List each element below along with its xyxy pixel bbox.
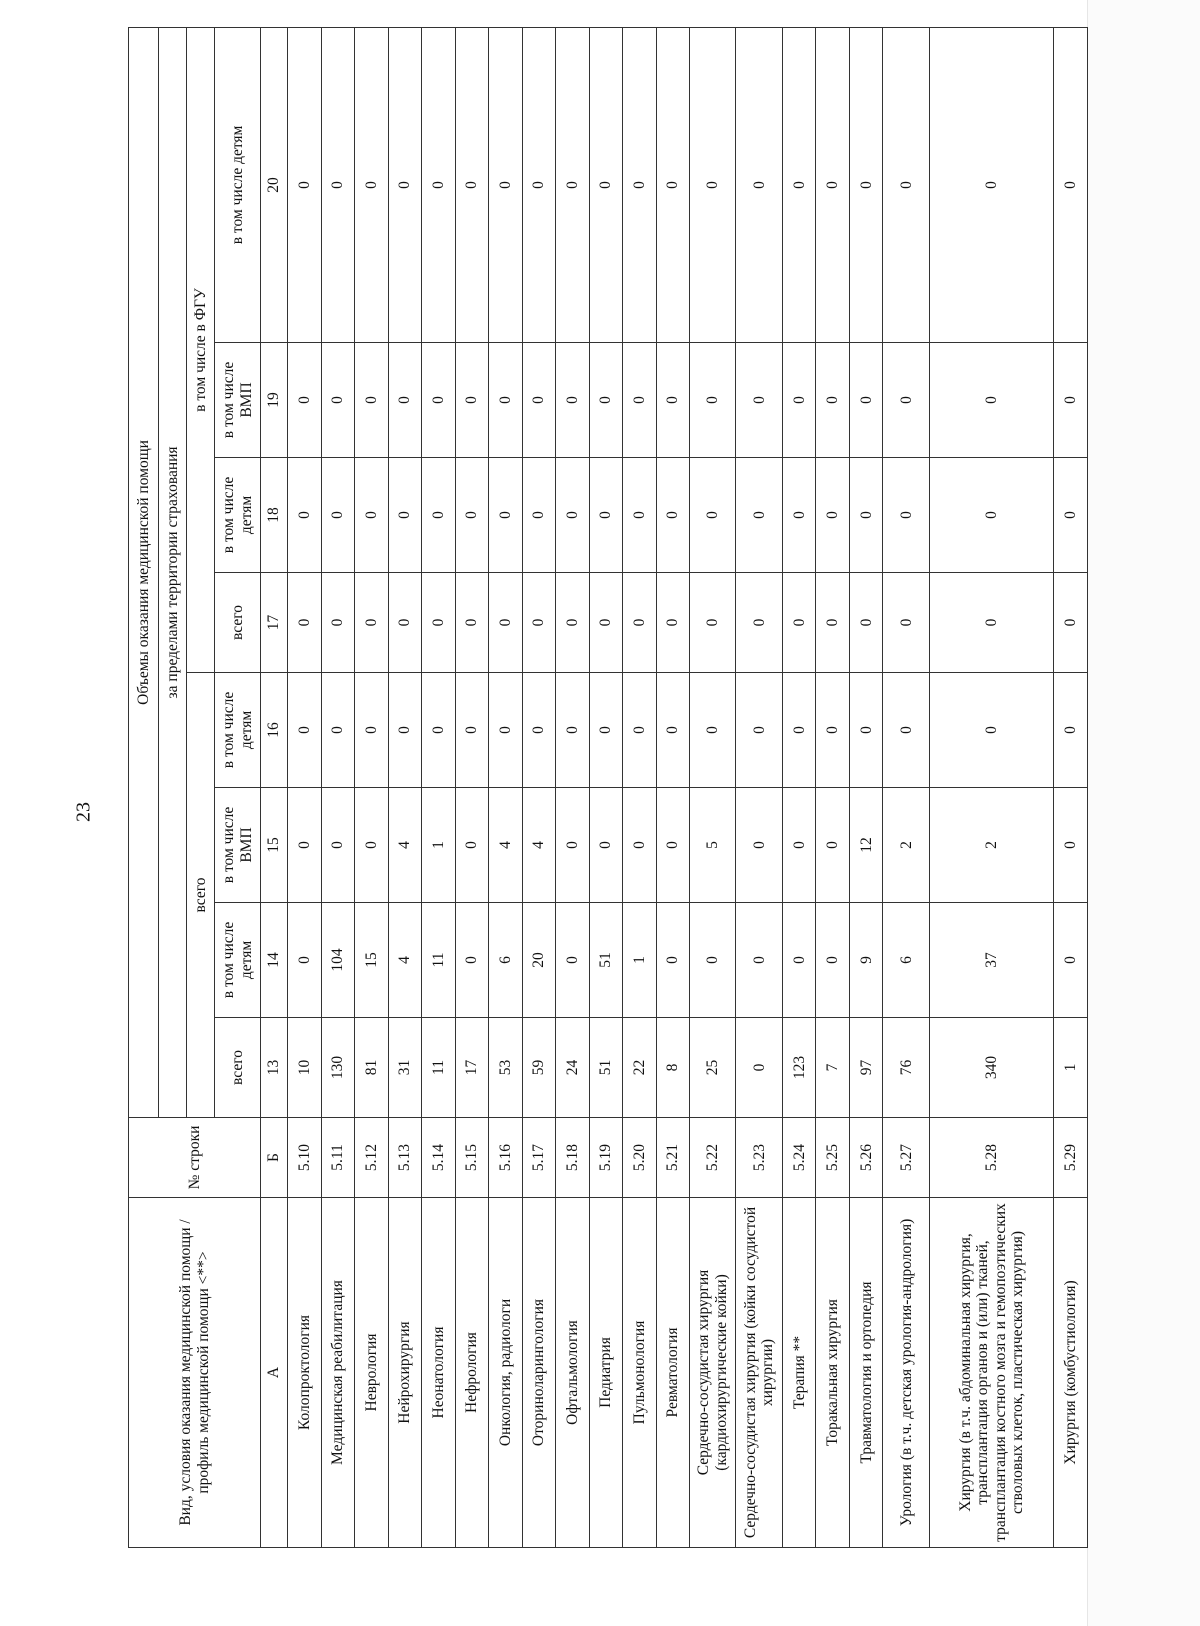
row-name: Оториноларингология [522, 1198, 556, 1548]
row-code: 5.28 [929, 1118, 1053, 1198]
cell-value: 0 [929, 27, 1053, 342]
cell-value: 0 [556, 903, 590, 1018]
row-name: Терапия ** [782, 1198, 816, 1548]
cell-value: 0 [782, 788, 816, 903]
cell-value: 0 [589, 673, 623, 788]
row-code: 5.15 [455, 1118, 489, 1198]
cell-value: 0 [1054, 573, 1088, 673]
cell-value: 53 [489, 1018, 523, 1118]
cell-value: 0 [816, 343, 850, 458]
cell-value: 0 [782, 673, 816, 788]
cell-value: 0 [321, 458, 355, 573]
cell-value: 0 [522, 673, 556, 788]
row-code: 5.22 [690, 1118, 736, 1198]
cell-value: 0 [288, 673, 322, 788]
row-name: Травматология и ортопедия [849, 1198, 883, 1548]
cell-value: 0 [355, 343, 389, 458]
column-index: 19 [261, 343, 288, 458]
cell-value: 0 [849, 458, 883, 573]
column-index-row [261, 27, 288, 1547]
cell-value: 0 [556, 343, 590, 458]
cell-value: 0 [388, 673, 422, 788]
cell-value: 0 [288, 343, 322, 458]
cell-value: 0 [929, 673, 1053, 788]
cell-value: 0 [883, 673, 929, 788]
cell-value: 4 [489, 788, 523, 903]
header-col-b: № строки [129, 1118, 261, 1198]
row-name: Пульмонология [623, 1198, 657, 1548]
cell-value: 0 [656, 573, 690, 673]
cell-value: 0 [623, 458, 657, 573]
column-index: Б [261, 1118, 288, 1198]
table-row [656, 27, 690, 1547]
cell-value: 0 [849, 673, 883, 788]
cell-value: 0 [816, 788, 850, 903]
column-index: 14 [261, 903, 288, 1018]
cell-value: 0 [288, 458, 322, 573]
row-name: Неонатология [422, 1198, 456, 1548]
cell-value: 0 [355, 27, 389, 342]
row-code: 5.26 [849, 1118, 883, 1198]
cell-value: 0 [816, 573, 850, 673]
row-code: 5.29 [1054, 1118, 1088, 1198]
cell-value: 0 [489, 343, 523, 458]
table-row [883, 27, 929, 1547]
cell-value: 0 [455, 573, 489, 673]
cell-value: 0 [816, 458, 850, 573]
cell-value: 17 [455, 1018, 489, 1118]
cell-value: 51 [589, 903, 623, 1018]
cell-value: 11 [422, 1018, 456, 1118]
cell-value: 0 [849, 343, 883, 458]
cell-value: 340 [929, 1018, 1053, 1118]
cell-value: 0 [690, 673, 736, 788]
cell-value: 0 [455, 788, 489, 903]
cell-value: 0 [388, 458, 422, 573]
cell-value: 0 [929, 343, 1053, 458]
cell-value: 76 [883, 1018, 929, 1118]
column-index: 18 [261, 458, 288, 573]
cell-value: 0 [489, 27, 523, 342]
row-name: Колопроктология [288, 1198, 322, 1548]
cell-value: 0 [782, 343, 816, 458]
cell-value: 0 [355, 573, 389, 673]
cell-value: 7 [816, 1018, 850, 1118]
cell-value: 0 [455, 458, 489, 573]
cell-value: 51 [589, 1018, 623, 1118]
cell-value: 0 [1054, 788, 1088, 903]
cell-value: 0 [656, 903, 690, 1018]
cell-value: 0 [589, 573, 623, 673]
cell-value: 0 [690, 573, 736, 673]
header-total: всего [215, 1018, 261, 1118]
cell-value: 6 [883, 903, 929, 1018]
header-vmp: в том числе ВМП [215, 788, 261, 903]
row-name: Нефрология [455, 1198, 489, 1548]
cell-value: 0 [321, 573, 355, 673]
table-row [1054, 27, 1088, 1547]
header-vsego-group: всего [187, 673, 215, 1118]
cell-value: 12 [849, 788, 883, 903]
cell-value: 0 [656, 27, 690, 342]
header-total: всего [215, 573, 261, 673]
cell-value: 0 [736, 673, 782, 788]
cell-value: 0 [321, 343, 355, 458]
cell-value: 0 [929, 573, 1053, 673]
cell-value: 25 [690, 1018, 736, 1118]
cell-value: 81 [355, 1018, 389, 1118]
row-name: Офтальмология [556, 1198, 590, 1548]
cell-value: 0 [589, 343, 623, 458]
table-row [489, 27, 523, 1547]
cell-value: 15 [355, 903, 389, 1018]
table-row [455, 27, 489, 1547]
cell-value: 0 [656, 673, 690, 788]
header-children: в том числе детям [215, 458, 261, 573]
cell-value: 0 [623, 27, 657, 342]
cell-value: 0 [288, 788, 322, 903]
cell-value: 0 [455, 903, 489, 1018]
column-index: 13 [261, 1018, 288, 1118]
medical-volume-table [128, 27, 1088, 1548]
cell-value: 0 [690, 458, 736, 573]
cell-value: 0 [656, 788, 690, 903]
cell-value: 0 [388, 573, 422, 673]
cell-value: 0 [355, 788, 389, 903]
table-row [816, 27, 850, 1547]
row-name: Педиатрия [589, 1198, 623, 1548]
cell-value: 0 [736, 458, 782, 573]
cell-value: 0 [782, 903, 816, 1018]
cell-value: 24 [556, 1018, 590, 1118]
cell-value: 0 [422, 27, 456, 342]
table-row [321, 27, 355, 1547]
row-name: Медицинская реабилитация [321, 1198, 355, 1548]
row-name: Ревматология [656, 1198, 690, 1548]
cell-value: 0 [929, 458, 1053, 573]
header-fgu-group: в том числе в ФГУ [187, 27, 215, 672]
cell-value: 1 [422, 788, 456, 903]
cell-value: 130 [321, 1018, 355, 1118]
cell-value: 0 [883, 27, 929, 342]
cell-value: 0 [522, 27, 556, 342]
cell-value: 0 [1054, 458, 1088, 573]
cell-value: 0 [623, 343, 657, 458]
cell-value: 0 [690, 27, 736, 342]
table-row [388, 27, 422, 1547]
table-row [782, 27, 816, 1547]
table-row [355, 27, 389, 1547]
page-margin-strip [1087, 0, 1200, 1626]
column-index: А [261, 1198, 288, 1548]
row-code: 5.19 [589, 1118, 623, 1198]
cell-value: 0 [489, 673, 523, 788]
cell-value: 0 [388, 343, 422, 458]
cell-value: 0 [321, 788, 355, 903]
cell-value: 0 [422, 458, 456, 573]
cell-value: 0 [816, 673, 850, 788]
cell-value: 0 [522, 573, 556, 673]
row-name: Сердечно-сосудистая хирургия (койки сосудистой хирургии) [736, 1198, 782, 1548]
cell-value: 0 [883, 458, 929, 573]
row-name: Хирургия (в т.ч. абдоминальная хирургия, трансплантация органов и (или) тканей, трансплантация костного мозга и гемопоэтических стволовых клеток, пластическая хирургия) [929, 1198, 1053, 1548]
cell-value: 0 [623, 788, 657, 903]
table-row [929, 27, 1053, 1547]
cell-value: 0 [422, 343, 456, 458]
row-code: 5.27 [883, 1118, 929, 1198]
cell-value: 0 [522, 343, 556, 458]
table-row [623, 27, 657, 1547]
row-name: Неврология [355, 1198, 389, 1548]
cell-value: 0 [422, 673, 456, 788]
table-row [736, 27, 782, 1547]
row-name: Нейрохирургия [388, 1198, 422, 1548]
cell-value: 0 [736, 27, 782, 342]
row-code: 5.11 [321, 1118, 355, 1198]
page-number: 23 [72, 802, 95, 822]
row-code: 5.18 [556, 1118, 590, 1198]
cell-value: 0 [690, 343, 736, 458]
cell-value: 4 [388, 903, 422, 1018]
cell-value: 0 [489, 573, 523, 673]
table-row [522, 27, 556, 1547]
column-index: 16 [261, 673, 288, 788]
cell-value: 0 [656, 458, 690, 573]
cell-value: 2 [883, 788, 929, 903]
cell-value: 0 [736, 343, 782, 458]
table-row [690, 27, 736, 1547]
cell-value: 1 [623, 903, 657, 1018]
cell-value: 1 [1054, 1018, 1088, 1118]
cell-value: 0 [883, 573, 929, 673]
cell-value: 0 [849, 573, 883, 673]
cell-value: 0 [355, 673, 389, 788]
rotated-table-wrapper [128, 28, 1088, 1548]
row-name: Сердечно-сосудистая хирургия (кардиохирургические койки) [690, 1198, 736, 1548]
cell-value: 6 [489, 903, 523, 1018]
cell-value: 59 [522, 1018, 556, 1118]
cell-value: 0 [623, 673, 657, 788]
cell-value: 0 [690, 903, 736, 1018]
cell-value: 97 [849, 1018, 883, 1118]
row-code: 5.16 [489, 1118, 523, 1198]
cell-value: 104 [321, 903, 355, 1018]
cell-value: 0 [782, 27, 816, 342]
cell-value: 0 [288, 573, 322, 673]
cell-value: 0 [455, 27, 489, 342]
cell-value: 0 [736, 573, 782, 673]
header-vmp: в том числе ВМП [215, 343, 261, 458]
cell-value: 0 [556, 458, 590, 573]
cell-value: 0 [816, 903, 850, 1018]
table-row [556, 27, 590, 1547]
cell-value: 9 [849, 903, 883, 1018]
cell-value: 0 [1054, 903, 1088, 1018]
row-code: 5.21 [656, 1118, 690, 1198]
cell-value: 0 [455, 343, 489, 458]
cell-value: 0 [288, 27, 322, 342]
cell-value: 0 [589, 788, 623, 903]
cell-value: 0 [489, 458, 523, 573]
cell-value: 4 [522, 788, 556, 903]
row-code: 5.23 [736, 1118, 782, 1198]
header-sub-group: за пределами территории страхования [159, 27, 187, 1117]
cell-value: 0 [288, 903, 322, 1018]
row-code: 5.12 [355, 1118, 389, 1198]
cell-value: 0 [556, 27, 590, 342]
header-group-title: Объемы оказания медицинской помощи [129, 27, 159, 1117]
column-index: 20 [261, 27, 288, 342]
row-code: 5.20 [623, 1118, 657, 1198]
cell-value: 0 [656, 343, 690, 458]
cell-value: 0 [321, 673, 355, 788]
row-code: 5.14 [422, 1118, 456, 1198]
table-body [288, 27, 1088, 1547]
cell-value: 10 [288, 1018, 322, 1118]
cell-value: 0 [816, 27, 850, 342]
table-row [422, 27, 456, 1547]
cell-value: 4 [388, 788, 422, 903]
row-code: 5.13 [388, 1118, 422, 1198]
cell-value: 37 [929, 903, 1053, 1018]
cell-value: 0 [355, 458, 389, 573]
cell-value: 0 [782, 573, 816, 673]
cell-value: 0 [455, 673, 489, 788]
column-index: 17 [261, 573, 288, 673]
header-children: в том числе детям [215, 27, 261, 342]
cell-value: 0 [623, 573, 657, 673]
table-row [288, 27, 322, 1547]
header-children: в том числе детям [215, 673, 261, 788]
cell-value: 11 [422, 903, 456, 1018]
cell-value: 0 [736, 788, 782, 903]
row-name: Хирургия (комбустиология) [1054, 1198, 1088, 1548]
cell-value: 2 [929, 788, 1053, 903]
cell-value: 0 [522, 458, 556, 573]
header-children: в том числе детям [215, 903, 261, 1018]
row-code: 5.25 [816, 1118, 850, 1198]
cell-value: 22 [623, 1018, 657, 1118]
cell-value: 0 [1054, 673, 1088, 788]
cell-value: 0 [883, 343, 929, 458]
row-code: 5.10 [288, 1118, 322, 1198]
table-row [589, 27, 623, 1547]
cell-value: 0 [388, 27, 422, 342]
cell-value: 5 [690, 788, 736, 903]
cell-value: 0 [736, 1018, 782, 1118]
cell-value: 0 [589, 458, 623, 573]
cell-value: 0 [1054, 27, 1088, 342]
cell-value: 0 [1054, 343, 1088, 458]
column-index: 15 [261, 788, 288, 903]
row-name: Торакальная хирургия [816, 1198, 850, 1548]
cell-value: 0 [556, 673, 590, 788]
cell-value: 31 [388, 1018, 422, 1118]
header-col-a: Вид, условия оказания медицинской помощи / профиль медицинской помощи <**> [129, 1198, 261, 1548]
table-row [849, 27, 883, 1547]
cell-value: 0 [589, 27, 623, 342]
row-code: 5.24 [782, 1118, 816, 1198]
cell-value: 0 [782, 458, 816, 573]
cell-value: 0 [556, 573, 590, 673]
cell-value: 8 [656, 1018, 690, 1118]
cell-value: 0 [321, 27, 355, 342]
cell-value: 0 [422, 573, 456, 673]
cell-value: 0 [556, 788, 590, 903]
cell-value: 123 [782, 1018, 816, 1118]
row-name: Урология (в т.ч. детская урология-андрология) [883, 1198, 929, 1548]
cell-value: 20 [522, 903, 556, 1018]
cell-value: 0 [849, 27, 883, 342]
row-code: 5.17 [522, 1118, 556, 1198]
row-name: Онкология, радиологи [489, 1198, 523, 1548]
cell-value: 0 [736, 903, 782, 1018]
